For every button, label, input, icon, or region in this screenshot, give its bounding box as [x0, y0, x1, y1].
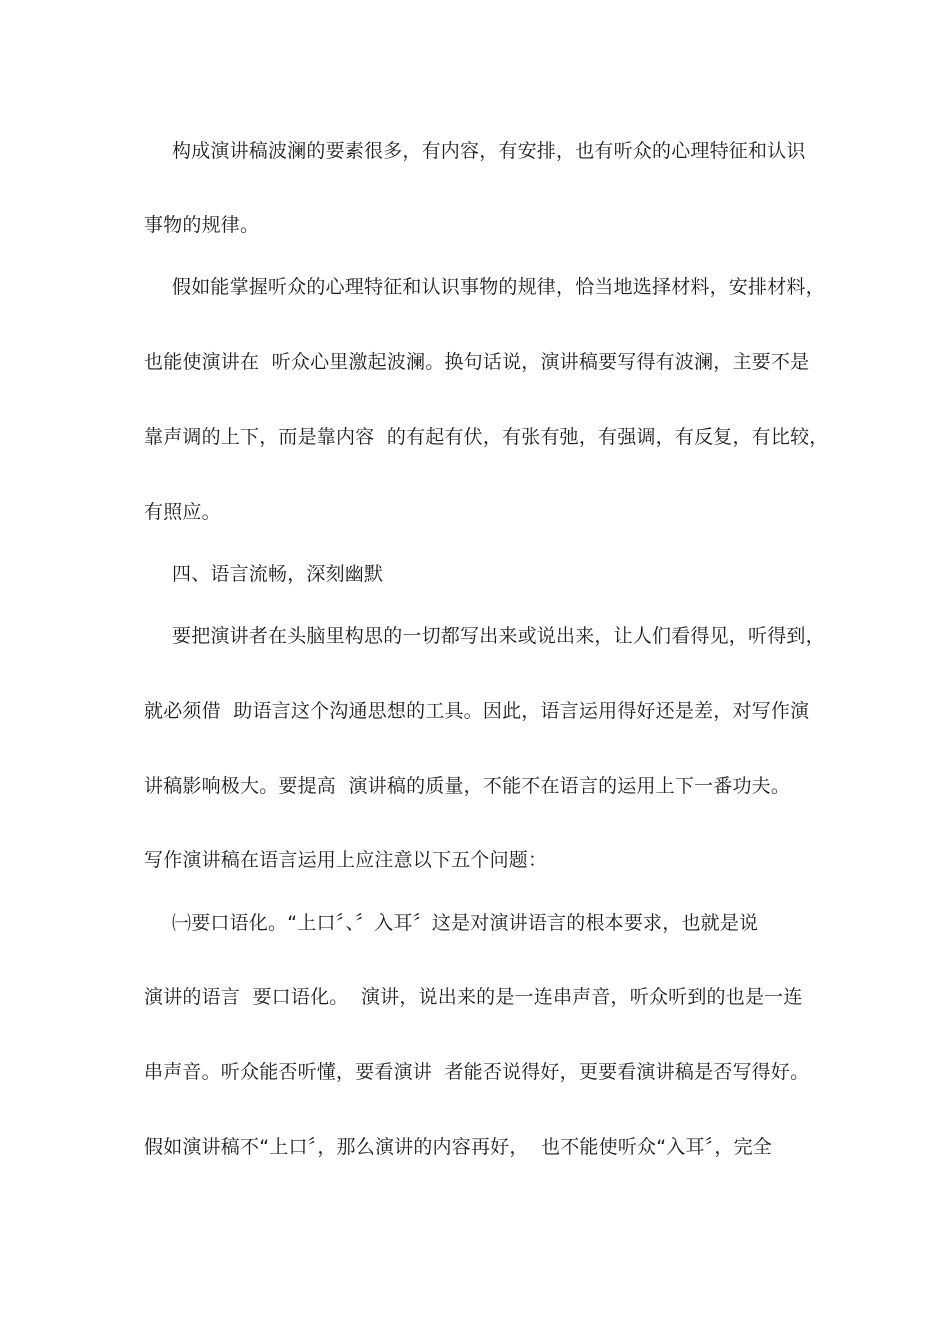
- paragraph-line: 演讲的语言 要口语化。 演讲，说出来的是一连串声音，听众听到的也是一连: [144, 986, 803, 1008]
- paragraph-line: 靠声调的上下，而是靠内容 的有起有伏，有张有弛，有强调，有反复，有比较，: [144, 426, 829, 448]
- paragraph-line: 假如能掌握听众的心理特征和认识事物的规律，恰当地选择材料，安排材料，: [172, 276, 825, 298]
- paragraph-line: 构成演讲稿波澜的要素很多，有内容，有安排，也有听众的心理特征和认识: [172, 140, 806, 162]
- paragraph-line: 就必须借 助语言这个沟通思想的工具。因此，语言运用得好还是差，对写作演: [144, 700, 810, 722]
- paragraph-line: 串声音。听众能否听懂，要看演讲 者能否说得好，更要看演讲稿是否写得好。: [144, 1061, 810, 1083]
- list-item-line: ㈠要口语化。“上口〞、〞入耳〞这是对演讲语言的根本要求，也就是说: [172, 912, 759, 934]
- section-heading: 四、语言流畅，深刻幽默: [172, 563, 384, 585]
- paragraph-line: 讲稿影响极大。要提高 演讲稿的质量，不能不在语言的运用上下一番功夫。: [144, 775, 791, 797]
- paragraph-line: 要把演讲者在头脑里构思的一切都写出来或说出来，让人们看得见，听得到，: [172, 625, 825, 647]
- paragraph-line: 假如演讲稿不“上口〞，那么演讲的内容再好， 也不能使听众“入耳〞，完全: [144, 1136, 772, 1158]
- paragraph-line: 也能使演讲在 听众心里激起波澜。换句话说，演讲稿要写得有波澜，主要不是: [144, 351, 810, 373]
- paragraph-line: 有照应。: [144, 501, 221, 523]
- paragraph-line: 事物的规律。: [144, 214, 260, 236]
- paragraph-line: 写作演讲稿在语言运用上应注意以下五个问题：: [144, 849, 548, 871]
